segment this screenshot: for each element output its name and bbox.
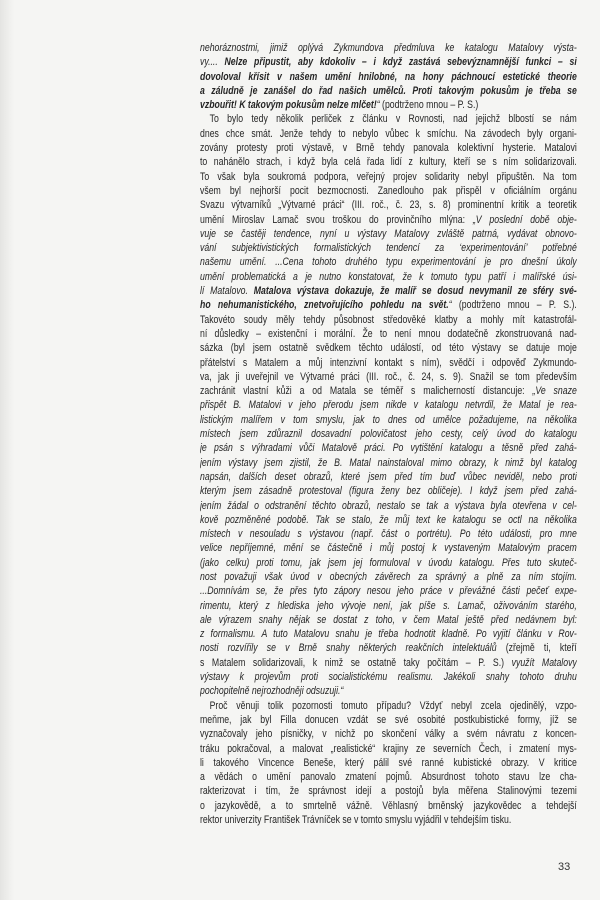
text-line	[200, 55, 577, 69]
emphasized-quote-text: a záludně je zanášel do řad našich umělců. Proti takovým pokusům je třeba se	[200, 84, 577, 97]
paragraph	[200, 41, 577, 112]
text-line	[200, 470, 577, 484]
text-line	[200, 641, 577, 655]
article-text	[200, 41, 577, 827]
text-line	[200, 799, 577, 813]
text-line	[200, 341, 577, 355]
quote-text: místech jsem zdůraznil dosavadní polovičatost jeho cesty, celý úvod do katalogu	[200, 428, 577, 441]
body-text: li takového Vincence Beneše, který pálil své ranné kubistické obrazy. V kritice	[200, 756, 577, 769]
text-line	[200, 241, 577, 255]
body-text: vyznačovaly jeho písničky, v nichž po skončení války a svém návratu z koncen-	[200, 728, 577, 741]
text-line	[200, 784, 577, 798]
quote-text: kterým jsem zásadně protestoval (figura ženy bez obličeje). I když jsem před zahá-	[200, 485, 577, 498]
text-line	[200, 356, 577, 370]
text-line	[200, 656, 577, 670]
text-line	[200, 327, 577, 341]
body-text: umění Miroslav Lamač svou troškou do provinčního mlýna:	[200, 213, 473, 226]
emphasized-quote-text: Matalova výstava dokazuje, že malíř se dosud nevymanil ze sféry své-	[253, 285, 577, 298]
body-text: s Matalem solidarizovali, k nimž se ostatně taky počítám – P. S.)	[200, 656, 512, 669]
body-text: zachránit vlastní kůži a od Matala se téměř s malicherností distancuje:	[200, 385, 533, 398]
body-text: rakterizovat i tím, že správnost idejí a postojů byla měřena Stalinovými tezemi	[200, 785, 577, 798]
text-line	[200, 112, 577, 126]
quote-text: vání subjektivistických formalistických tendencí za ‘experimentování’ potřebné	[200, 242, 577, 255]
text-line	[200, 313, 577, 327]
text-line	[200, 413, 577, 427]
text-line	[200, 742, 577, 756]
body-text: sázka (byl jsem ostatně svědkem těchto událostí, od této výstavy se datuje moje	[200, 342, 577, 355]
quote-text: místech v nesouladu s výstavou (např. část o portrétu). Po této události, pro mne	[200, 528, 577, 541]
text-line	[200, 513, 577, 527]
text-line	[200, 98, 577, 112]
text-line	[200, 284, 577, 298]
text-line	[200, 155, 577, 169]
body-text: Takovéto soudy měly tehdy působnost středověké klatby a mohly mít katastrofál-	[200, 313, 577, 326]
quote-text: „Ve snaze	[532, 385, 577, 398]
text-line	[200, 599, 577, 613]
text-line	[200, 570, 577, 584]
paragraph	[200, 112, 577, 698]
quote-text: “	[376, 99, 380, 112]
quote-text: kově pozměněné podobě. Tak se stalo, že můj text ke katalogu se octl na několika	[200, 513, 577, 526]
text-line	[200, 684, 577, 698]
text-line	[200, 727, 577, 741]
text-line	[200, 556, 577, 570]
text-line	[200, 456, 577, 470]
text-line	[200, 41, 577, 55]
quote-text: je psán s výhradami vůči Matalově práci. Po vytištění katalogu a těsně před zahá-	[200, 442, 577, 455]
text-line	[200, 227, 577, 241]
body-text: zovány protesty proti výstavě, v Brně tehdy panovala kolektivní hysterie. Matalovi	[200, 142, 577, 155]
quote-text: velice nepříjemné, mění se částečně i můj postoj k vystaveným Matalovým pracem	[200, 542, 577, 555]
text-line	[200, 627, 577, 641]
text-line	[200, 756, 577, 770]
quote-text: vuje se častěji tendence, nyní u výstavy Matalovy zvláště patrná, vydávat obnovo-	[200, 227, 577, 240]
scan-edge-shadow	[0, 0, 14, 900]
body-text: (zřejmě ti, kteří	[496, 642, 577, 655]
text-line	[200, 527, 577, 541]
text-line	[200, 613, 577, 627]
text-line	[200, 255, 577, 269]
quote-text: ale výrazem snahy nějak se dostat z toho, v čem Matal ještě před nedávnem byl:	[200, 613, 577, 626]
text-line	[200, 84, 577, 98]
body-text: všem byl nejhorší pocit bezmocnosti. Zanedlouho pak přispěl v oficiálním orgánu	[200, 184, 577, 197]
body-text: dnes chce smát. Jenže tehdy to nebylo vůbec k smíchu. Na závodech byly organi-	[200, 127, 577, 140]
quote-text: napsán, dalších deset obrazů, které jsem před tím buď vůbec neviděl, nebo proti	[200, 470, 577, 483]
quote-text: přispět B. Matalovi v jeho přerodu jsem nikde v katalogu netvrdil, že Matal je rea-	[200, 399, 577, 412]
text-line	[200, 441, 577, 455]
text-line	[200, 213, 577, 227]
text-line	[200, 170, 577, 184]
body-text: rektor univerzity František Trávníček se v tomto smyslu vyjádřil v tehdejším tisku.	[200, 814, 512, 827]
body-text: tráku pokračoval, a malovat „realistické“ krajiny ze severních Čech, i zmatení mys-	[200, 742, 577, 755]
text-line	[200, 384, 577, 398]
quote-text: našemu umění. ...Cena tohoto druhého typu experimentování je pro dnešní úkoly	[200, 256, 577, 269]
text-line	[200, 484, 577, 498]
text-line	[200, 541, 577, 555]
quote-text: ...Domnívám se, že přes tyto zápory nesou jeho práce v převážné části pečeť expe-	[200, 585, 577, 598]
text-line	[200, 584, 577, 598]
quote-text: vy....	[200, 56, 225, 69]
text-line	[200, 270, 577, 284]
body-text: Svazu výtvarníků „Výtvarné práci“ (III. roč., č. 23, s. 8) prominentní kritik a teoretik	[200, 199, 577, 212]
quote-text: nosti rozvířily se v Brně snahy některých reakčních intelektuálů	[200, 642, 497, 655]
body-text: to nahánělo strach, i když byla celá řada lidí z kultury, kteří se s ním solidarizovali.	[200, 156, 577, 169]
text-line	[200, 699, 577, 713]
text-line	[200, 427, 577, 441]
quote-text: nehoráznostmi, jimiž oplývá Zykmundova předmluva ke katalogu Matalovy výsta-	[200, 42, 577, 54]
quote-text: pochopitelně nejrozhodněji odsuzuji.“	[200, 685, 344, 698]
text-line	[200, 370, 577, 384]
text-line	[200, 713, 577, 727]
text-line	[200, 127, 577, 141]
body-text: o jazykovědě, a to smrtelně vážně. Věhlasný brněnský jazykovědec a tehdejší	[200, 799, 577, 812]
body-text: To však byla soukromá podpora, veřejný projev solidarity nebyl připuštěn. Na tom	[200, 170, 577, 183]
emphasized-quote-text: vzbouřit! K takovým pokusům nelze mlčet!	[200, 99, 377, 112]
text-line	[200, 813, 577, 827]
body-text: (podtrženo mnou – P. S.).	[451, 299, 577, 312]
body-text: Proč věnuji tolik pozornosti tomuto případu? Vždyť nebyl zcela ojedinělý, vzpo-	[209, 699, 577, 712]
text-line	[200, 398, 577, 412]
quote-text: “	[448, 299, 452, 312]
body-text: (podtrženo mnou – P. S.)	[379, 99, 479, 112]
paragraph	[200, 699, 577, 828]
emphasized-quote-text: ho nehumanistického, znetvořujícího pohledu na svět.	[200, 299, 449, 312]
text-line	[200, 298, 577, 312]
body-text: va, jak ji uveřejnil ve Výtvarné práci (III. roč., č. 24, s. 9). Snažil se tom především	[200, 370, 577, 383]
page-number: 33	[558, 861, 571, 873]
text-line	[200, 184, 577, 198]
emphasized-quote-text: Nelze připustit, aby kdokoliv – i když zastává sebevýznamnější funkci – si	[224, 56, 577, 69]
text-line	[200, 141, 577, 155]
text-line	[200, 499, 577, 513]
emphasized-quote-text: dovoloval křísit v našem umění hnilobné, na hony páchnoucí estetické theorie	[200, 70, 577, 83]
body-text: meňme, jak byl Filla donucen vzdát se své osobité postkubistické formy, jíž se	[200, 713, 577, 726]
quote-text: (jako celku) proti tomu, jak jsem jej formuloval v úvodu katalogu. Přes tuto skuteč-	[200, 556, 577, 569]
quote-text: umění problematická a je nutno konstatovat, že k tomuto typu patří i malířské úsi-	[200, 270, 577, 283]
quote-text: „V poslední době obje-	[472, 213, 577, 226]
quote-text: listickým malířem v tom smyslu, jak to dnes od umělce požadujeme, na několika	[200, 413, 577, 426]
text-line	[200, 198, 577, 212]
quote-text: využít Matalovy	[511, 656, 577, 669]
text-line	[200, 770, 577, 784]
quote-text: lí Matalovo.	[200, 285, 254, 298]
text-line	[200, 670, 577, 684]
body-text: a vědách o umění panovalo zmatení pojmů. Absurdnost tohoto stavu lze cha-	[200, 771, 577, 784]
quote-text: výstavy k projevům proti socialistickému realismu. Jakékoli snahy tohoto druhu	[200, 671, 577, 684]
body-text: ní důsledky – existenční i morální. Že to není mnou dodatečně zkonstruovaná nad-	[200, 327, 577, 340]
quote-text: z formalismu. A tuto Matalovu snahu je třeba hodnotit kladně. Po vyjití článku v Rov-	[200, 628, 577, 641]
body-text: přátelství s Matalem a můj intenzivní kontakt s ním), svědčí i odpověď Zykmundo-	[200, 356, 577, 369]
quote-text: rimentu, který z hlediska jeho vývoje není, jak píše s. Lamač, oživováním starého,	[200, 599, 577, 612]
quote-text: jením výstavy jsem zjistil, že B. Matal nainstaloval mimo obrazy, k nimž byl katalog	[200, 456, 577, 469]
quote-text: jením žádal o odstranění těchto obrazů, nestalo se tak a výstava byla otevřena v cel-	[200, 499, 577, 512]
body-text: To bylo tedy několik perliček z článku v Rovnosti, nad jejichž blbostí se nám	[209, 113, 577, 126]
text-line	[200, 70, 577, 84]
quote-text: nost považuji však úvod v obecných závěrech za správný a plně za ním stojím.	[200, 570, 577, 583]
